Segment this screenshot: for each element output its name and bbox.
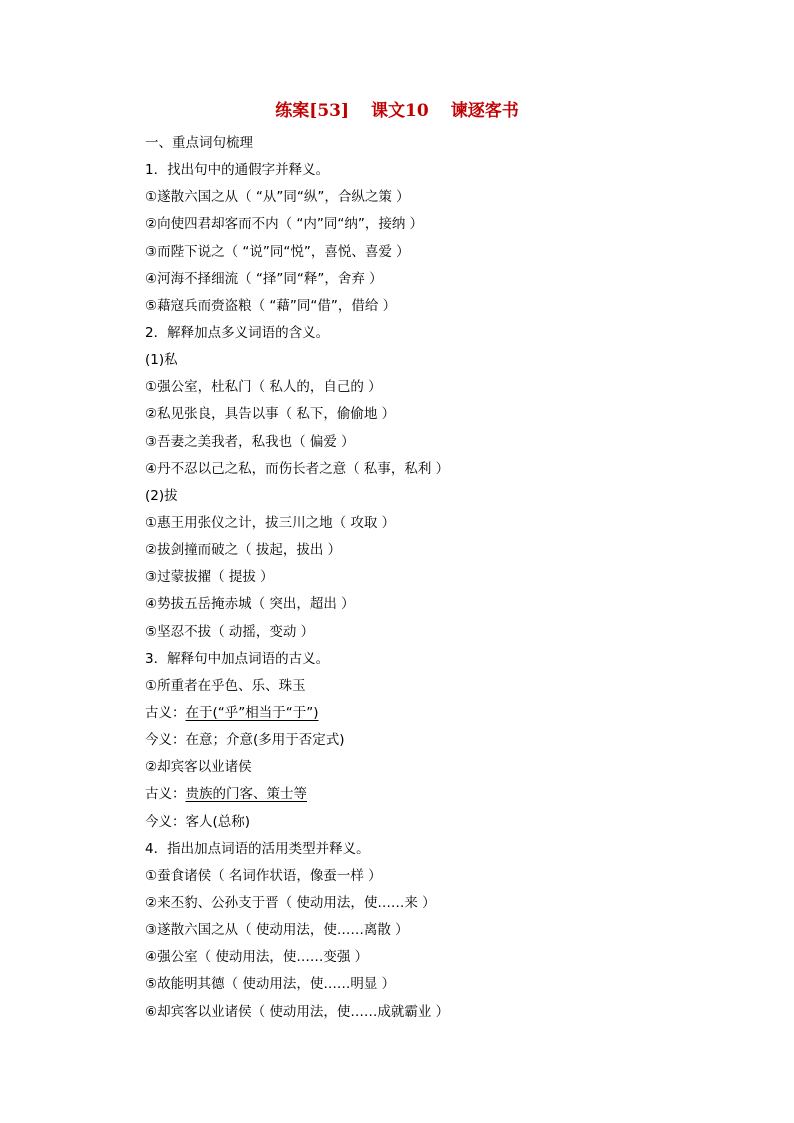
q4-item: ①蚕食诸侯（ 名词作状语，像蚕一样 ） <box>145 867 382 884</box>
q4-item: ④强公室（ 使动用法，使……变强 ） <box>145 949 369 966</box>
q2-sub2-item: ④势拔五岳掩赤城（ 突出，超出 ） <box>145 596 355 613</box>
ancient-meaning-answer: 在于(“乎”相当于“于”) <box>185 704 319 721</box>
q1-item: ②向使四君却客而不内（ “内”同“纳”，接纳 ） <box>145 216 424 233</box>
q1-item: ③而陛下说之（ “说”同“悦”，喜悦、喜爱 ） <box>145 243 410 260</box>
q1-item: ①遂散六国之从（ “从”同“纵”，合纵之策 ） <box>145 189 410 206</box>
question-3-label: 3．解释句中加点词语的古义。 <box>145 650 330 667</box>
question-2-label: 2．解释加点多义词语的含义。 <box>145 324 330 341</box>
q3-modern-meaning: 今义：在意；介意(多用于否定式) <box>145 732 345 749</box>
q3-sentence: ②却宾客以业诸侯 <box>145 759 252 776</box>
q2-sub-1-label: (1)私 <box>145 352 178 369</box>
question-4-label: 4．指出加点词语的活用类型并释义。 <box>145 840 370 857</box>
q1-item: ⑤藉寇兵而赍盗粮（ “藉”同“借”，借给 ） <box>145 297 397 314</box>
q4-item: ②来丕豹、公孙支于晋（ 使动用法，使……来 ） <box>145 894 436 911</box>
document-body <box>145 132 665 1028</box>
q2-sub2-item: ②拔剑撞而破之（ 拔起，拔出 ） <box>145 542 342 559</box>
q2-sub1-item: ②私见张良，具告以事（ 私下，偷偷地 ） <box>145 406 396 423</box>
q2-sub2-item: ③过蒙拔擢（ 提拔 ） <box>145 569 274 586</box>
q2-sub1-item: ④丹不忍以己之私，而伤长者之意（ 私事，私利 ） <box>145 460 450 477</box>
title-part-name: 谏逐客书 <box>450 101 519 121</box>
q4-item: ③遂散六国之从（ 使动用法，使……离散 ） <box>145 922 409 939</box>
q1-item: ④河海不择细流（ “择”同“释”，舍弃 ） <box>145 270 383 287</box>
q3-ancient-meaning <box>145 702 665 729</box>
section-heading: 一、重点词句梳理 <box>145 135 253 151</box>
q4-item: ⑥却宾客以业诸侯（ 使动用法，使……成就霸业 ） <box>145 1003 450 1020</box>
q2-sub1-item: ①强公室，杜私门（ 私人的，自己的 ） <box>145 379 382 396</box>
ancient-meaning-answer: 贵族的门客、策士等 <box>185 786 307 803</box>
q3-ancient-meaning <box>145 783 665 810</box>
q3-sentence: ①所重者在乎色、乐、珠玉 <box>145 677 306 694</box>
q2-sub2-item: ⑤坚忍不拔（ 动摇，变动 ） <box>145 623 315 640</box>
title-part-lesson: 课文10 <box>371 101 429 121</box>
q4-item: ⑤故能明其德（ 使动用法，使……明显 ） <box>145 976 396 993</box>
question-1-label: 1．找出句中的通假字并释义。 <box>145 162 330 179</box>
page-title <box>0 96 794 121</box>
q3-modern-meaning: 今义：客人(总称) <box>145 813 251 830</box>
ancient-meaning-prefix: 古义： <box>145 786 186 803</box>
title-part-exercise: 练案[53] <box>275 101 350 121</box>
q2-sub-2-label: (2)拔 <box>145 487 178 504</box>
q2-sub1-item: ③吾妻之美我者，私我也（ 偏爱 ） <box>145 433 355 450</box>
q2-sub2-item: ①惠王用张仪之计，拔三川之地（ 攻取 ） <box>145 514 396 531</box>
ancient-meaning-prefix: 古义： <box>145 704 186 721</box>
